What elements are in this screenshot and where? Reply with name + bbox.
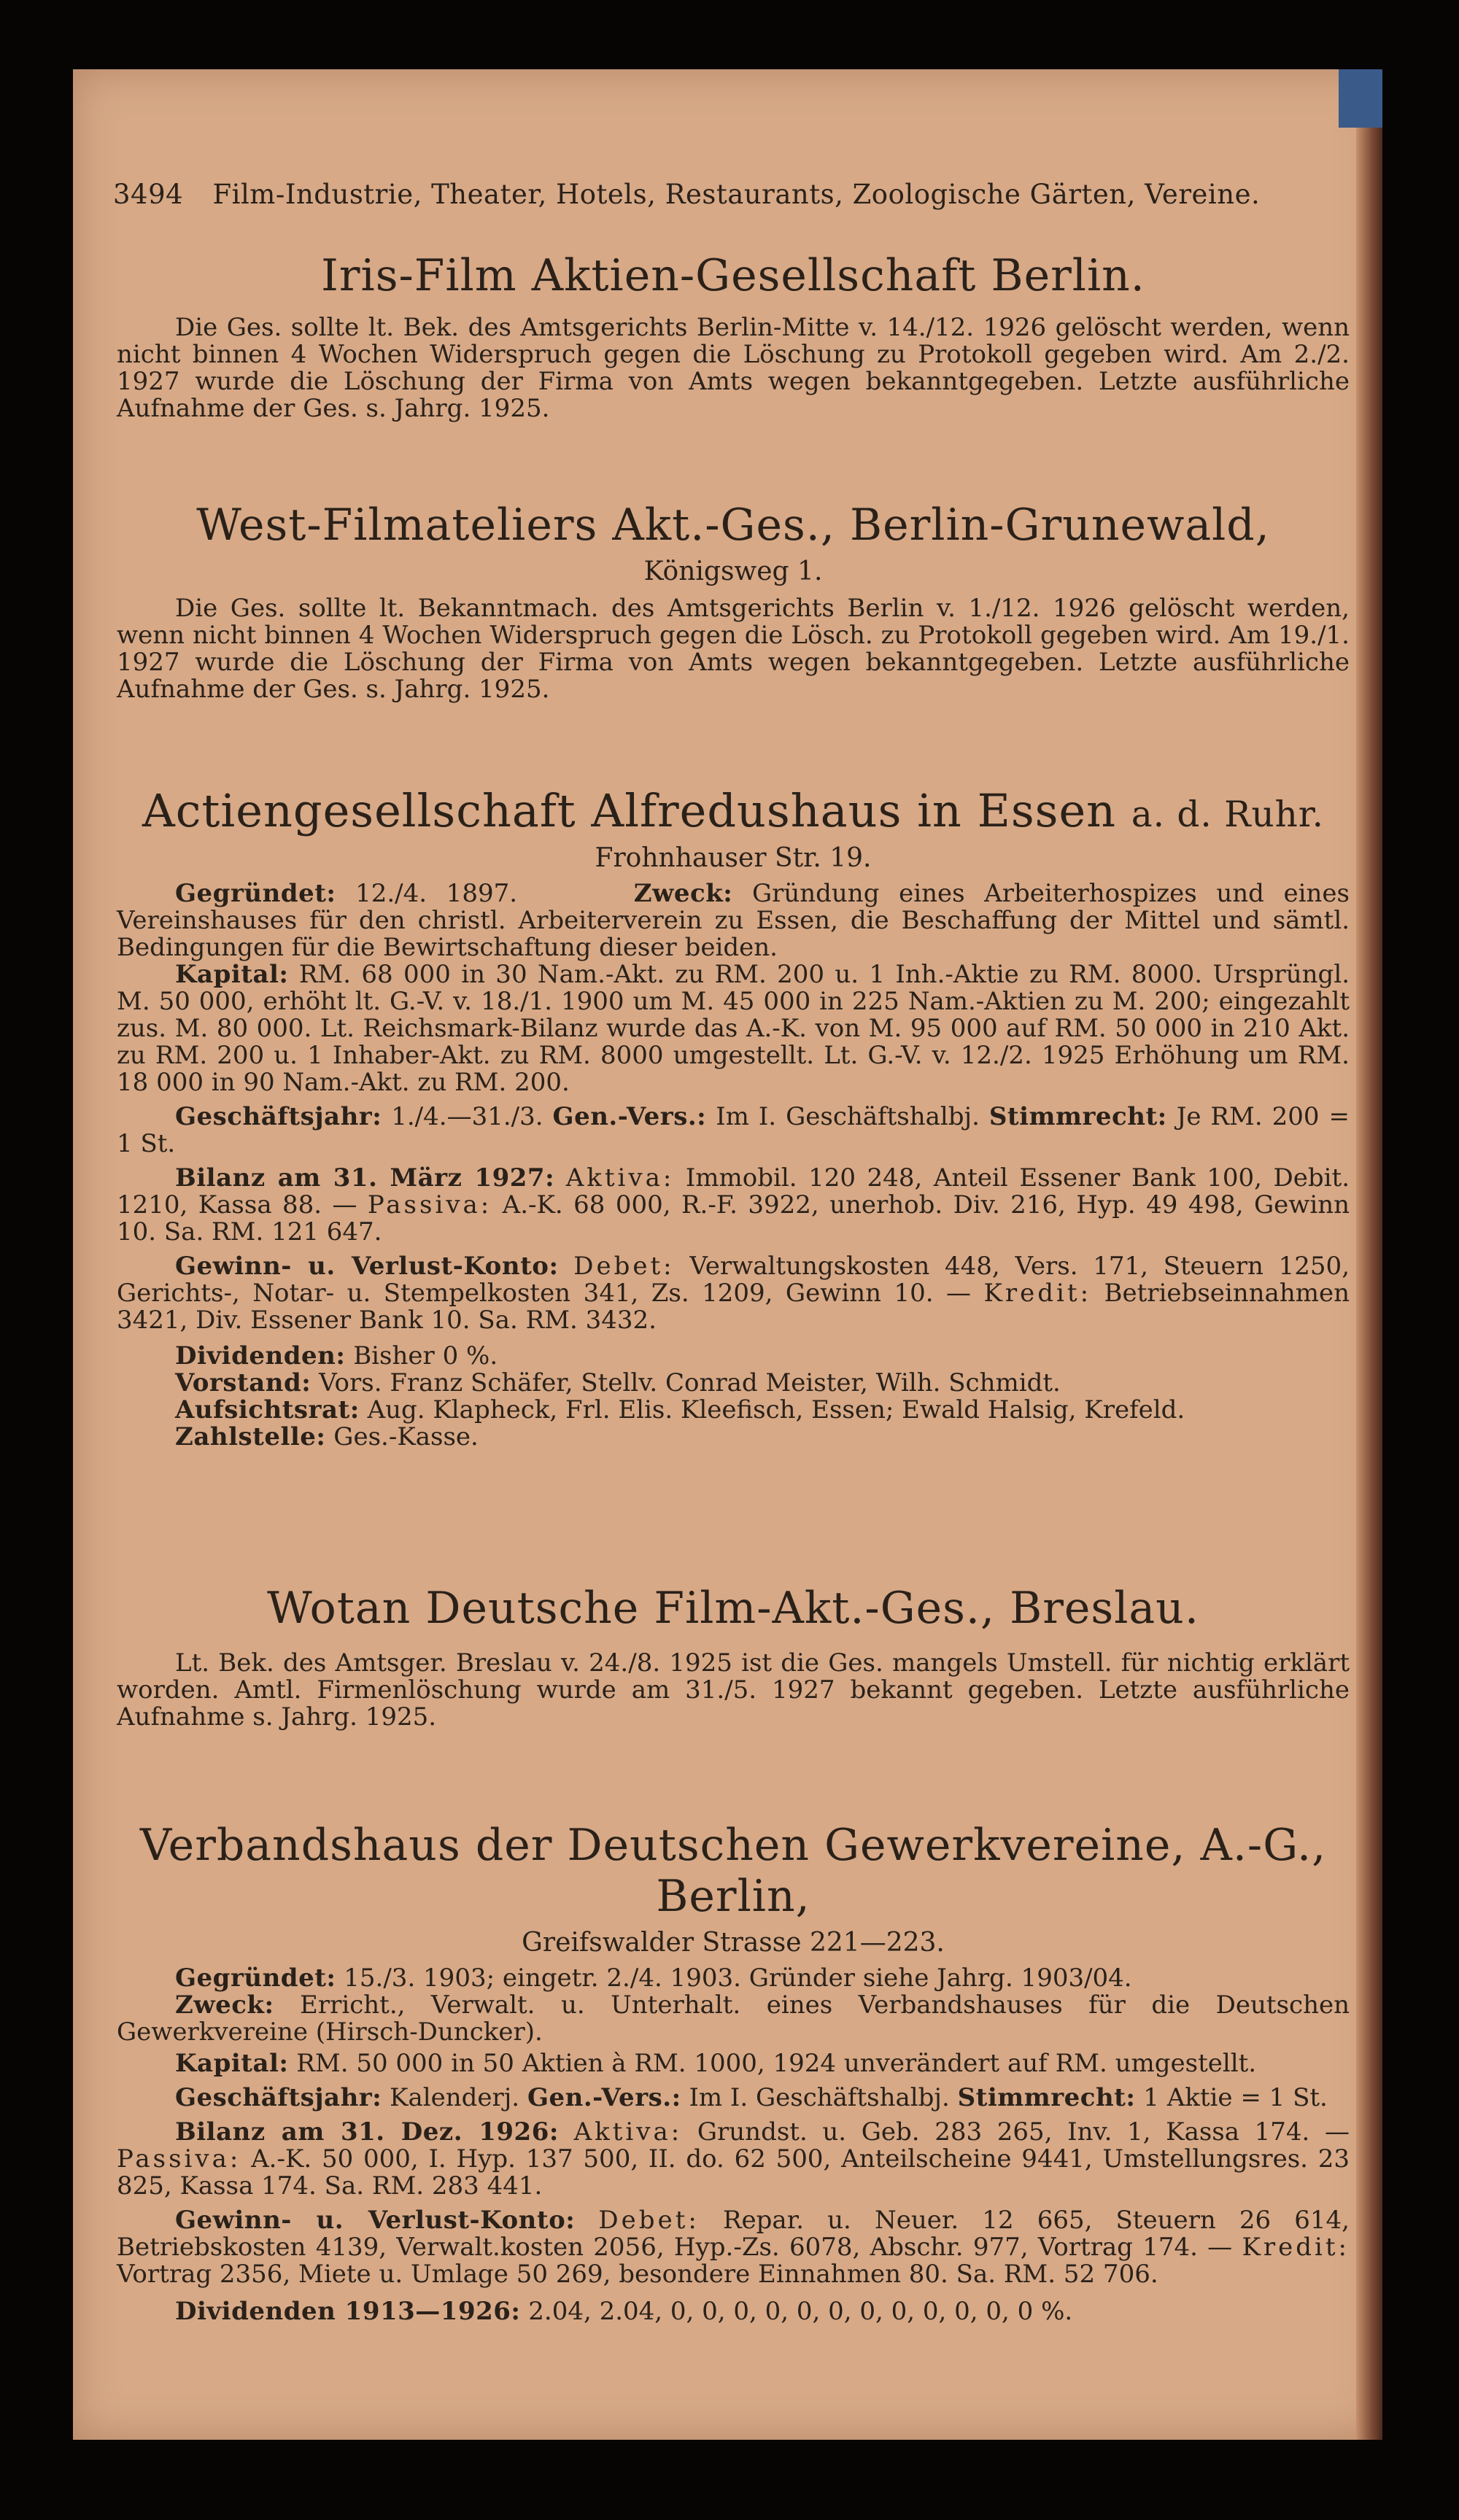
value: Erricht., Verwalt. u. Unterhalt. eines Verbandshauses für die Deutschen Gewerkvereine (Hirsch-Duncker). — [117, 1990, 1350, 2047]
value: RM. 68 000 in 30 Nam.-Akt. zu RM. 200 u. 1 Inh.-Aktie zu RM. 8000. Ursprüngl. M. 50 000, erhöht lt. G.-V. v. 18./1. 1900 um M. 45 000 in 225 Nam.-Aktien zu M. 200; eingezahlt zus. M. 80 000. Lt. Reichsmark-Bilanz wurde das A.-K. von M. 95 000 auf RM. 50 000 in 210 Akt. zu RM. 200 u. 1 Inhaber-Akt. zu RM. 8000 umgestellt. Lt. G.-V. v. 12./2. 1925 Erhöhung um RM. 18 000 in 90 Nam.-Akt. zu RM. 200. — [117, 960, 1350, 1097]
bilanz — [117, 2119, 1350, 2200]
entry-west-filmateliers — [117, 500, 1350, 703]
gegruendet — [117, 1965, 1350, 1992]
value: 1./4.—31./3. — [391, 1102, 543, 1131]
dividenden — [117, 2298, 1350, 2325]
value: Ges.-Kasse. — [333, 1422, 479, 1451]
entry-title: Wotan Deutsche Film-Akt.-Ges., Breslau. — [267, 1583, 1199, 1634]
label: Kapital: — [175, 2049, 289, 2078]
value: Im I. Geschäftshalbj. — [716, 1102, 980, 1131]
value: Grundst. u. Geb. 283 265, Inv. 1, Kassa 174. — — [697, 2117, 1350, 2147]
label: Kapital: — [175, 960, 289, 989]
geschaeftsjahr-line — [117, 1104, 1350, 1158]
value: RM. 50 000 in 50 Aktien à RM. 1000, 1924 unverändert auf RM. umgestellt. — [296, 2049, 1257, 2078]
value: Bisher 0 %. — [353, 1341, 498, 1371]
value: Vortrag 2356, Miete u. Umlage 50 269, besondere Einnahmen 80. Sa. RM. 52 706. — [117, 2260, 1158, 2289]
entry-address: Greifswalder Strasse 221—223. — [522, 1928, 945, 1958]
label: Stimmrecht: — [988, 1102, 1167, 1131]
value: 15./3. 1903; eingetr. 2./4. 1903. Gründer siehe Jahrg. 1903/04. — [344, 1963, 1132, 1993]
running-header — [113, 179, 1317, 210]
value: Vors. Franz Schäfer, Stellv. Conrad Meister, Wilh. Schmidt. — [319, 1368, 1061, 1397]
running-title: Film-Industrie, Theater, Hotels, Restaurants, Zoologische Gärten, Vereine. — [212, 179, 1261, 210]
kapital — [117, 2050, 1350, 2077]
label: Dividenden: — [175, 1341, 346, 1371]
value: Repar. u. Neuer. 12 665, Steuern 26 614, Betriebskosten 4139, Verwalt.kosten 2056, Hyp.-Zs. 6078, Abschr. 977, Vortrag 174. — — [117, 2206, 1350, 2262]
value: 1 Aktie = 1 St. — [1143, 2083, 1328, 2112]
value: 12./4. 1897. — [355, 879, 518, 908]
label: Gen.-Vers.: — [552, 1102, 707, 1131]
entry-alfredushaus — [117, 784, 1350, 1451]
entry-title-main: Actiengesellschaft Alfredushaus in Essen — [142, 784, 1117, 837]
book-spine-shadow — [1356, 69, 1382, 2440]
value: 2.04, 2.04, 0, 0, 0, 0, 0, 0, 0, 0, 0, 0, 0, 0 %. — [528, 2297, 1073, 2326]
label: Kredit: — [1242, 2233, 1350, 2262]
value: Im I. Geschäftshalbj. — [689, 2083, 950, 2112]
entry-address: Frohnhauser Str. 19. — [595, 843, 872, 873]
label: Zahlstelle: — [175, 1422, 326, 1451]
gegruendet-zweck — [117, 880, 1350, 961]
spine-tab — [1339, 69, 1382, 128]
page-number: 3494 — [113, 179, 184, 210]
label: Debet: — [573, 1252, 675, 1281]
zweck — [117, 1992, 1350, 2046]
label: Aktiva: — [573, 2117, 683, 2147]
value: Gründung eines Arbeiterhospizes und eines Vereinshauses für den christl. Arbeiterverein zu Essen, die Beschaffung der Mittel und sämtl. Bedingungen für die Bewirtschaftung dieser beiden. — [117, 879, 1350, 962]
bilanz — [117, 1165, 1350, 1246]
value: Aug. Klapheck, Frl. Elis. Kleefisch, Essen; Ewald Halsig, Krefeld. — [367, 1395, 1185, 1424]
label: Bilanz am 31. Dez. 1926: — [175, 2117, 559, 2147]
book-page — [73, 69, 1382, 2440]
value: Immobil. 120 248, Anteil Essener Bank 100, Debit. 1210, Kassa 88. — — [117, 1163, 1350, 1220]
label: Aufsichtsrat: — [175, 1395, 360, 1424]
entry-iris-film — [117, 250, 1350, 422]
label: Vorstand: — [175, 1368, 311, 1397]
label: Zweck: — [633, 879, 733, 908]
label: Geschäftsjahr: — [175, 2083, 382, 2112]
gewinn-verlust — [117, 1253, 1350, 1334]
label: Dividenden 1913—1926: — [175, 2297, 521, 2326]
value: Betriebseinnahmen 3421, Div. Essener Bank 10. Sa. RM. 3432. — [117, 1279, 1350, 1335]
geschaeftsjahr-line — [117, 2085, 1350, 2112]
aufsichtsrat — [117, 1397, 1350, 1424]
label: Bilanz am 31. März 1927: — [175, 1163, 555, 1193]
entry-wotan — [117, 1583, 1350, 1731]
value: Verwaltungskosten 448, Vers. 171, Steuern 1250, Gerichts-, Notar- u. Stempelkosten 341, Zs. 1209, Gewinn 10. — — [117, 1252, 1350, 1308]
dividenden — [117, 1343, 1350, 1370]
entry-verbandshaus — [117, 1820, 1350, 2325]
label: Gen.-Vers.: — [527, 2083, 681, 2112]
label: Kredit: — [983, 1279, 1092, 1308]
entry-title-suffix: a. d. Ruhr. — [1131, 794, 1324, 835]
label: Aktiva: — [565, 1163, 675, 1193]
label: Zweck: — [175, 1990, 274, 2020]
entry-title — [117, 784, 1350, 837]
gewinn-verlust — [117, 2207, 1350, 2288]
label: Gegründet: — [175, 1963, 336, 1993]
label: Stimmrecht: — [957, 2083, 1136, 2112]
zahlstelle — [117, 1424, 1350, 1451]
entry-body: Die Ges. sollte lt. Bekanntmach. des Amtsgerichts Berlin v. 1./12. 1926 gelöscht werden, wenn nicht binnen 4 Wochen Widerspruch gegen die Lösch. zu Protokoll gegeben wird. Am 19./1. 1927 wurde die Löschung der Firma von Amts wegen bekanntgegeben. Letzte ausführliche Aufnahme der Ges. s. Jahrg. 1925. — [117, 594, 1350, 704]
entry-body: Lt. Bek. des Amtsger. Breslau v. 24./8. 1925 ist die Ges. mangels Umstell. für nichtig erklärt worden. Amtl. Firmenlöschung wurde am 31./5. 1927 bekannt gegeben. Letzte ausführliche Aufnahme s. Jahrg. 1925. — [117, 1648, 1350, 1732]
label: Passiva: — [367, 1190, 492, 1220]
label: Gewinn- u. Verlust-Konto: — [175, 1252, 559, 1281]
entry-title: Iris-Film Aktien-Gesellschaft Berlin. — [321, 250, 1145, 301]
value: A.-K. 50 000, I. Hyp. 137 500, II. do. 62 500, Anteilscheine 9441, Umstellungsres. 23 825, Kassa 174. Sa. RM. 283 441. — [117, 2144, 1350, 2201]
entry-body: Die Ges. sollte lt. Bek. des Amtsgerichts Berlin-Mitte v. 14./12. 1926 gelöscht werden, wenn nicht binnen 4 Wochen Widerspruch gegen die Löschung zu Protokoll gegeben wird. Am 2./2. 1927 wurde die Löschung der Firma von Amts wegen bekanntgegeben. Letzte ausführliche Aufnahme der Ges. s. Jahrg. 1925. — [117, 313, 1350, 423]
label: Geschäftsjahr: — [175, 1102, 382, 1131]
label: Gewinn- u. Verlust-Konto: — [175, 2206, 576, 2235]
value: Je RM. 200 = 1 St. — [117, 1102, 1350, 1158]
value: Kalenderj. — [390, 2083, 520, 2112]
label: Debet: — [598, 2206, 700, 2235]
label: Passiva: — [117, 2144, 241, 2174]
entry-title: West-Filmateliers Akt.-Ges., Berlin-Grunewald, — [196, 500, 1270, 551]
label: Gegründet: — [175, 879, 336, 908]
entry-title: Verbandshaus der Deutschen Gewerkvereine, A.-G., Berlin, — [139, 1820, 1327, 1922]
kapital — [117, 961, 1350, 1096]
entry-address: Königsweg 1. — [643, 557, 823, 586]
value: A.-K. 68 000, R.-F. 3922, unerhob. Div. 216, Hyp. 49 498, Gewinn 10. Sa. RM. 121 647. — [117, 1190, 1350, 1247]
vorstand — [117, 1370, 1350, 1397]
